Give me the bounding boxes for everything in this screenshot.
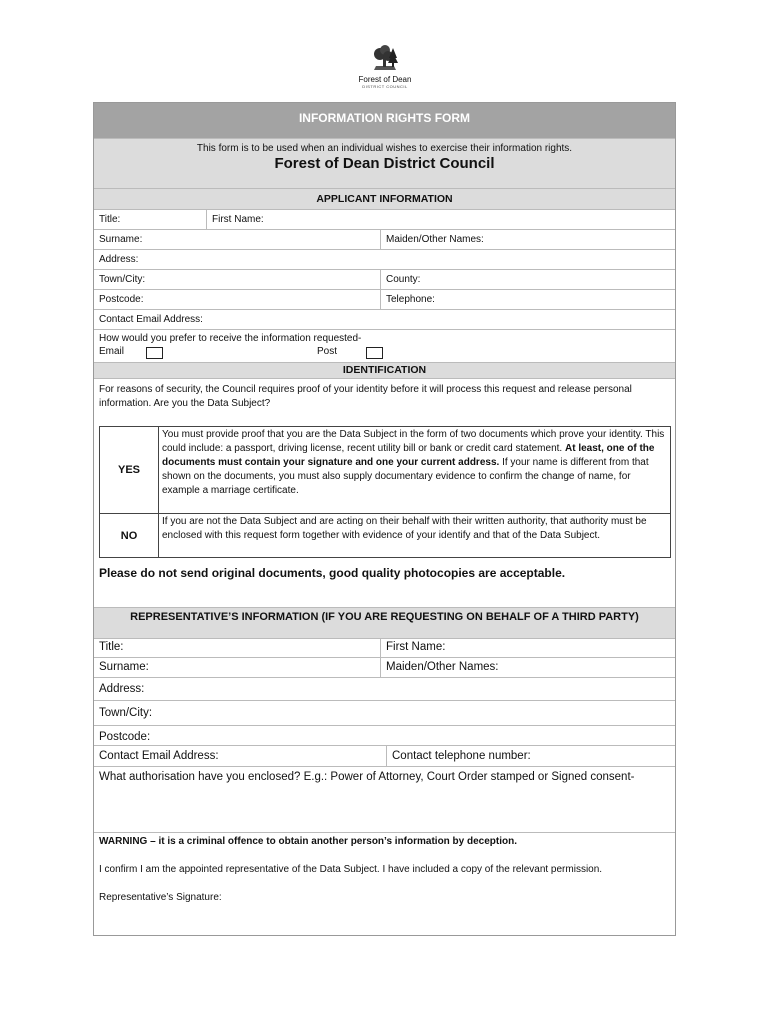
applicant-first-name-field[interactable]: [206, 210, 675, 229]
form-title-bar: [94, 103, 675, 139]
rep-address-row[interactable]: [94, 678, 675, 701]
council-name: Forest of Dean District Council: [274, 155, 495, 172]
photocopy-note: Please do not send original documents, good quality photocopies are acceptable.: [99, 566, 566, 580]
applicant-maiden-label: Maiden/Other Names:: [386, 234, 484, 245]
data-subject-table: [99, 426, 671, 558]
form-intro: [94, 139, 675, 189]
rep-town-field[interactable]: [94, 701, 675, 725]
applicant-town-field[interactable]: [94, 270, 380, 289]
representative-heading-bar: [94, 608, 675, 639]
no-row: [100, 514, 670, 557]
applicant-surname-row: [94, 230, 675, 250]
yes-text-part-2: If your name is different from that shown on the documents, you must also supply documentary evidence to confirm the change of name, for example a marriage certificate.: [162, 457, 649, 496]
rep-title-row: [94, 639, 675, 658]
applicant-address-label: Address:: [99, 254, 139, 265]
rep-first-name-label: First Name:: [386, 641, 446, 653]
applicant-email-row[interactable]: [94, 310, 675, 330]
logo-name: Forest of Dean: [358, 75, 412, 84]
applicant-telephone-label: Telephone:: [386, 294, 435, 305]
applicant-county-field[interactable]: [380, 270, 675, 289]
yes-row: [100, 427, 670, 514]
form-title: INFORMATION RIGHTS FORM: [298, 111, 471, 125]
no-text: If you are not the Data Subject and are acting on their behalf with their written authority, that authority must be enclosed with this request form together with evidence of your identify and that of the Data Subject.: [162, 516, 647, 541]
signature-label: Representative’s Signature:: [99, 892, 222, 903]
applicant-surname-field[interactable]: [94, 230, 380, 249]
rep-town-label: Town/City:: [99, 707, 153, 719]
post-option-label: Post: [317, 346, 338, 357]
applicant-town-row: [94, 270, 675, 290]
intro-text: This form is to be used when an individual wishes to exercise their information rights.: [196, 143, 573, 154]
email-checkbox[interactable]: [146, 347, 163, 359]
rep-authorisation-row[interactable]: [94, 767, 675, 833]
rep-authorisation-question: What authorisation have you enclosed? E.g.: Power of Attorney, Court Order stamped or Signed consent-: [99, 771, 635, 783]
applicant-title-row: [94, 210, 675, 230]
rep-title-field[interactable]: [94, 639, 380, 657]
post-checkbox[interactable]: [366, 347, 383, 359]
yes-text: [158, 427, 670, 499]
yes-text-bold: At least, one of the documents must contain your signature and one your current address.: [162, 443, 655, 468]
rep-surname-label: Surname:: [99, 661, 149, 673]
rep-address-field[interactable]: [94, 678, 675, 700]
rep-email-field[interactable]: [94, 746, 386, 766]
rep-postcode-label: Postcode:: [99, 731, 151, 743]
receive-method-row: [94, 330, 675, 363]
applicant-postcode-field[interactable]: [94, 290, 380, 309]
signature-field[interactable]: [94, 877, 675, 905]
applicant-title-field[interactable]: [94, 210, 206, 229]
identification-question: For reasons of security, the Council requires proof of your identity before it will process this request and release personal information. Are you the Data Subject?: [99, 384, 632, 409]
receive-question: How would you prefer to receive the information requested-: [99, 333, 362, 344]
identification-heading-bar: [94, 363, 675, 379]
applicant-maiden-field[interactable]: [380, 230, 675, 249]
rep-surname-row: [94, 658, 675, 678]
no-label: NO: [100, 514, 159, 557]
yes-label: YES: [100, 427, 159, 513]
rep-maiden-label: Maiden/Other Names:: [386, 661, 499, 673]
council-logo: [352, 44, 418, 96]
rep-phone-label: Contact telephone number:: [392, 750, 531, 762]
rep-postcode-field[interactable]: [94, 726, 675, 745]
email-option-label: Email: [99, 346, 125, 357]
applicant-heading: APPLICANT INFORMATION: [316, 193, 453, 205]
information-rights-form: [93, 102, 676, 936]
rep-first-name-field[interactable]: [380, 639, 675, 657]
rep-email-label: Contact Email Address:: [99, 750, 219, 762]
tree-logo-icon: [368, 44, 402, 74]
applicant-surname-label: Surname:: [99, 234, 143, 245]
confirm-text: I confirm I am the appointed representative of the Data Subject. I have included a copy of the relevant permission.: [99, 864, 603, 875]
applicant-title-label: Title:: [99, 214, 121, 225]
applicant-email-label: Contact Email Address:: [99, 314, 203, 325]
rep-declaration: [94, 833, 675, 935]
rep-authorisation-field[interactable]: [94, 767, 675, 832]
applicant-first-name-label: First Name:: [212, 214, 264, 225]
rep-phone-field[interactable]: [386, 746, 675, 766]
applicant-email-field[interactable]: [94, 310, 675, 329]
applicant-county-label: County:: [386, 274, 421, 285]
rep-surname-field[interactable]: [94, 658, 380, 677]
rep-postcode-row[interactable]: [94, 726, 675, 746]
applicant-address-field[interactable]: [94, 250, 675, 269]
applicant-postcode-row: [94, 290, 675, 310]
applicant-address-row[interactable]: [94, 250, 675, 270]
applicant-postcode-label: Postcode:: [99, 294, 144, 305]
applicant-telephone-field[interactable]: [380, 290, 675, 309]
rep-town-row[interactable]: [94, 701, 675, 726]
applicant-heading-bar: [94, 189, 675, 210]
rep-address-label: Address:: [99, 683, 145, 695]
rep-maiden-field[interactable]: [380, 658, 675, 677]
rep-title-label: Title:: [99, 641, 124, 653]
applicant-town-label: Town/City:: [99, 274, 146, 285]
logo-subtitle: DISTRICT COUNCIL: [362, 84, 408, 89]
yes-text-part-1: You must provide proof that you are the Data Subject in the form of two documents which prove your identity. This could include: a passport, driving license, recent utility bill or bank or credit card statement.: [162, 429, 665, 454]
representative-heading: REPRESENTATIVE’S INFORMATION (IF YOU ARE REQUESTING ON BEHALF OF A THIRD PARTY): [130, 611, 639, 623]
rep-contact-row: [94, 746, 675, 767]
warning-text: WARNING – it is a criminal offence to obtain another person’s information by deception.: [99, 836, 518, 847]
identification-heading: IDENTIFICATION: [342, 364, 427, 376]
